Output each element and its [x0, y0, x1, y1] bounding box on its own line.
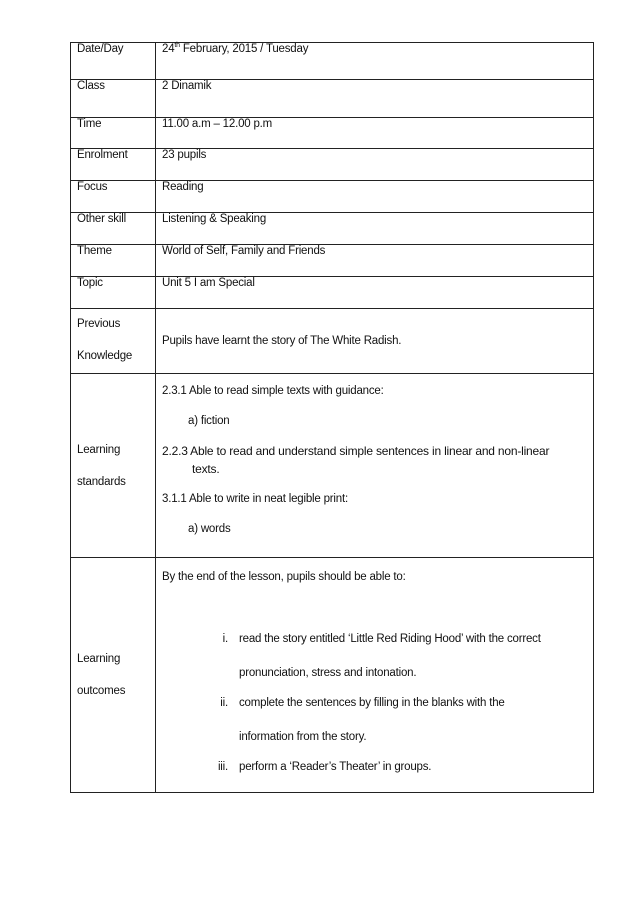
lesson-plan-table — [70, 42, 594, 793]
row-focus — [71, 181, 594, 213]
previous-knowledge-text: Pupils have learnt the story of The White Radish. — [162, 335, 402, 347]
theme-label: Theme — [71, 245, 156, 277]
topic-value: Unit 5 I am Special — [156, 277, 594, 309]
standard-2-2-3-line1: 2.2.3 Able to read and understand simple sentences in linear and non-linear — [162, 444, 550, 458]
outcome-number: i. — [222, 633, 228, 645]
outcome-item — [162, 624, 587, 688]
outcome-line1: complete the sentences by filling in the blanks with the — [239, 697, 505, 709]
outcome-line1: read the story entitled ‘Little Red Riding Hood’ with the correct — [239, 633, 541, 645]
focus-value: Reading — [156, 181, 594, 213]
outcomes-list — [162, 624, 587, 782]
row-date — [71, 43, 594, 80]
row-learning-standards — [71, 374, 594, 558]
class-value: 2 Dinamik — [156, 80, 594, 118]
other-skill-label: Other skill — [71, 213, 156, 245]
row-previous-knowledge — [71, 309, 594, 374]
outcome-item — [162, 688, 587, 752]
outcome-line2: information from the story. — [239, 731, 367, 743]
date-suffix: th — [174, 42, 180, 50]
standard-2-3-1-a: a) fiction — [188, 415, 230, 427]
time-label: Time — [71, 118, 156, 149]
theme-value: World of Self, Family and Friends — [156, 245, 594, 277]
row-topic — [71, 277, 594, 309]
row-theme — [71, 245, 594, 277]
standard-2-3-1: 2.3.1 Able to read simple texts with guidance: — [162, 385, 384, 397]
date-day: 24 — [162, 43, 175, 55]
previous-knowledge-value — [156, 309, 594, 374]
outcomes-label-line1: Learning — [77, 653, 121, 665]
outcome-line1: perform a ‘Reader’s Theater’ in groups. — [239, 761, 432, 773]
standard-3-1-1-a: a) words — [188, 523, 231, 535]
row-class — [71, 80, 594, 118]
enrolment-value: 23 pupils — [156, 149, 594, 181]
row-learning-outcomes — [71, 558, 594, 793]
outcomes-label-line2: outcomes — [77, 685, 126, 697]
standards-label-line1: Learning — [77, 443, 121, 456]
row-enrolment — [71, 149, 594, 181]
row-time — [71, 118, 594, 149]
learning-standards-label — [71, 374, 156, 558]
other-skill-value: Listening & Speaking — [156, 213, 594, 245]
time-value: 11.00 a.m – 12.00 p.m — [156, 118, 594, 149]
learning-standards-value — [156, 374, 594, 558]
outcome-number: iii. — [217, 761, 228, 773]
outcome-number: ii. — [220, 697, 228, 709]
outcome-line2: pronunciation, stress and intonation. — [239, 667, 417, 679]
class-label: Class — [71, 80, 156, 118]
row-other-skill — [71, 213, 594, 245]
date-value — [156, 43, 594, 80]
topic-label: Topic — [71, 277, 156, 309]
previous-knowledge-label — [71, 309, 156, 374]
date-label: Date/Day — [71, 43, 156, 80]
standard-2-2-3 — [162, 442, 587, 478]
outcome-item — [162, 752, 587, 782]
focus-label: Focus — [71, 181, 156, 213]
outcomes-intro: By the end of the lesson, pupils should be able to: — [162, 571, 406, 583]
previous-label-line2: Knowledge — [77, 350, 133, 362]
enrolment-label: Enrolment — [71, 149, 156, 181]
learning-outcomes-label — [71, 558, 156, 793]
standard-2-2-3-line2: texts. — [192, 462, 220, 476]
date-rest: February, 2015 / Tuesday — [179, 43, 309, 55]
previous-label-line1: Previous — [77, 318, 121, 330]
learning-outcomes-value — [156, 558, 594, 793]
standards-label-line2: standards — [77, 475, 126, 488]
standard-3-1-1: 3.1.1 Able to write in neat legible print: — [162, 493, 348, 505]
